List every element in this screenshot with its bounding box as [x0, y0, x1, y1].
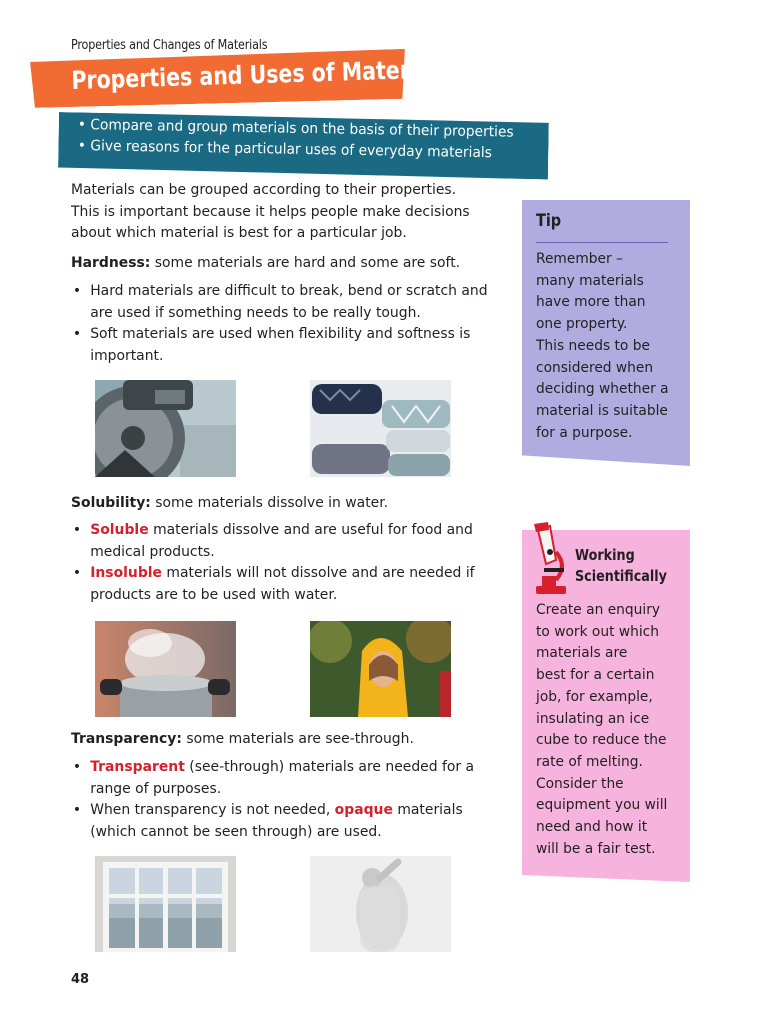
tip-text: Remember – many materials have more than one property. This needs to be considered when deciding whether a material is suitable for a purpose. [536, 251, 669, 441]
hardness-label: Hardness: [71, 255, 151, 271]
steaming-pot-photo [95, 621, 236, 717]
microscope-icon [528, 522, 570, 598]
window-photo [95, 856, 236, 952]
transparency-label: Transparency: [71, 731, 182, 747]
tip-title: Tip [536, 211, 562, 231]
yellow-raincoat-photo [310, 621, 451, 717]
working-scientifically-text: Create an enquiry to work out which materials are best for a certain job, for example, insulating an ice cube to reduce the rate of melting. Consider the equipment you will need and how it will be a fair test. [536, 602, 668, 857]
tip-divider [536, 242, 668, 243]
running-head: Properties and Changes of Materials [71, 38, 268, 53]
solubility-label: Solubility: [71, 495, 151, 511]
transparency-heading [71, 729, 493, 751]
list-item: • Soluble materials dissolve and are useful for food and medical products. [71, 520, 493, 563]
transparency-bullets [71, 757, 493, 843]
solubility-text: some materials dissolve in water. [150, 495, 389, 511]
list-item: • Soft materials are used when flexibility and softness is important. [71, 324, 493, 367]
page-title: Properties and Uses of Materials [71, 54, 451, 95]
solubility-heading [71, 493, 493, 515]
intro-paragraph [71, 180, 493, 245]
circular-saw-photo [95, 380, 236, 477]
list-item: • Insoluble materials will not dissolve and are needed if products are to be used with water. [71, 563, 493, 606]
list-item: • Hard materials are difficult to break, bend or scratch and are used if something needs to be really tough. [71, 281, 493, 324]
solubility-bullets [71, 520, 493, 606]
intro-line-1: Materials can be grouped according to their properties. [71, 182, 457, 198]
page-number: 48 [71, 972, 90, 987]
frosted-glass-figure-photo [310, 856, 451, 952]
transparency-text: some materials are see-through. [181, 731, 414, 747]
intro-line-3: about which material is best for a particular job. [71, 225, 407, 241]
objective-2: • Give reasons for the particular uses of everyday materials [77, 138, 493, 162]
intro-line-2: This is important because it helps people make decisions [71, 203, 470, 220]
hardness-text: some materials are hard and some are soft. [150, 255, 461, 271]
hardness-bullets [71, 281, 493, 367]
cushions-photo [310, 380, 451, 477]
list-item: • When transparency is not needed, opaque materials (which cannot be seen through) are used. [71, 800, 493, 843]
objective-1: • Compare and group materials on the basis of their properties [77, 117, 514, 141]
working-scientifically-title: Working Scientifically [575, 546, 667, 585]
list-item: • Transparent (see-through) materials are needed for a range of purposes. [71, 757, 493, 800]
hardness-heading [71, 253, 493, 275]
